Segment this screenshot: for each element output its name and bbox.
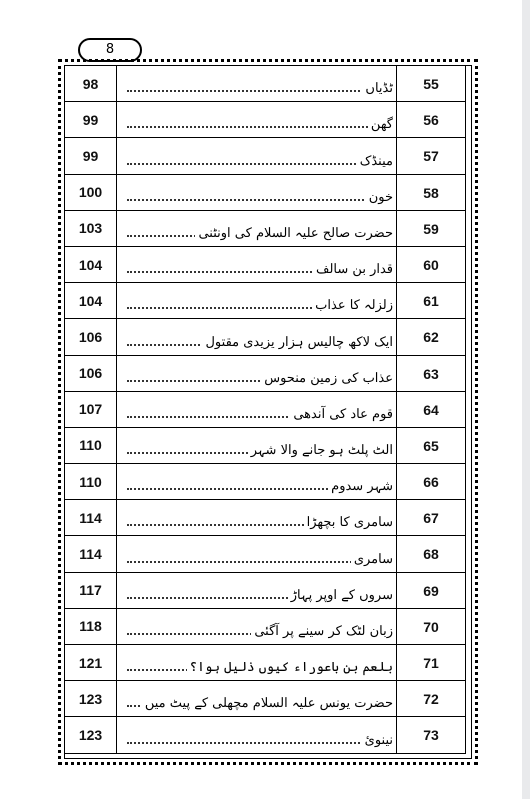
table-row [65,174,466,210]
toc-page-number: 100 [65,174,117,210]
toc-serial-number: 62 [396,319,465,354]
table-row [65,138,466,174]
table-row [65,717,466,753]
table-row [65,283,466,319]
table-row [65,572,466,608]
toc-body [65,66,466,754]
toc-page-number: 103 [65,210,117,246]
toc-entry [117,536,466,572]
toc-serial-number: 63 [396,356,465,391]
table-row [65,319,466,355]
toc-page-number: 123 [65,717,117,753]
dot-leader [127,90,391,92]
toc-entry-title: خون [366,190,393,205]
table-row [65,536,466,572]
toc-serial-number: 68 [396,536,465,571]
toc-serial-number: 56 [396,102,465,137]
table-row [65,246,466,282]
toc-serial-number: 59 [396,211,465,246]
toc-page-number: 117 [65,572,117,608]
toc-entry [117,717,466,753]
dot-leader [127,199,391,201]
dot-leader [127,742,391,744]
toc-page-number: 110 [65,464,117,500]
table-row [65,210,466,246]
toc-entry [117,464,466,500]
toc-entry [117,500,466,536]
table-row [65,427,466,463]
toc-entry-title: قوم عاد کی آندھی [290,407,393,422]
table-row [65,66,466,102]
toc-entry [117,391,466,427]
toc-entry [117,355,466,391]
toc-entry [117,66,466,102]
toc-serial-number: 58 [396,175,465,210]
toc-page-number: 114 [65,536,117,572]
toc-page-number: 121 [65,645,117,681]
toc-serial-number: 72 [396,681,465,716]
toc-serial-number: 57 [396,138,465,173]
toc-page-number: 118 [65,608,117,644]
toc-entry [117,319,466,355]
dot-leader [127,126,391,128]
toc-page-number: 104 [65,246,117,282]
dot-leader [127,163,391,165]
toc-page-number: 114 [65,500,117,536]
toc-entry [117,572,466,608]
table-row [65,102,466,138]
toc-entry-title: سامری [351,552,393,567]
page-number: 8 [78,38,142,62]
toc-serial-number: 61 [396,283,465,318]
toc-entry-title: الٹ پلٹ ہو جانے والا شہر [248,443,393,458]
toc-entry-title: عذاب کی زمین منحوس [261,371,393,386]
toc-serial-number: 73 [396,717,465,752]
toc-serial-number: 66 [396,464,465,499]
toc-page-number: 99 [65,138,117,174]
toc-entry-title: سامری کا بچھڑا [304,515,393,530]
table-row [65,500,466,536]
toc-page-number: 99 [65,102,117,138]
toc-serial-number: 55 [396,66,465,101]
toc-entry [117,246,466,282]
toc-page-number: 106 [65,319,117,355]
toc-entry [117,608,466,644]
table-row [65,645,466,681]
toc-entry-title: نینوئ [362,733,393,748]
toc-entry [117,427,466,463]
toc-serial-number: 67 [396,500,465,535]
table-row [65,464,466,500]
toc-serial-number: 60 [396,247,465,282]
toc-entry-title: حضرت صالح علیہ السلام کی اونٹنی [195,226,393,241]
table-row [65,355,466,391]
toc-page-number: 104 [65,283,117,319]
toc-entry-title: شہر سدوم [328,479,393,494]
toc-page-number: 106 [65,355,117,391]
toc-page-number: 123 [65,681,117,717]
toc-entry-title: مینڈک [357,154,393,169]
toc-serial-number: 65 [396,428,465,463]
toc-entry [117,283,466,319]
toc-serial-number: 64 [396,392,465,427]
toc-entry-title: سروں کے اوپر پہاڑ [288,588,393,603]
toc-page-number: 107 [65,391,117,427]
table-row [65,608,466,644]
toc-entry [117,138,466,174]
toc-entry-title: گھن [368,117,393,132]
toc-serial-number: 71 [396,645,465,680]
toc-entry [117,645,466,681]
toc-page-number: 98 [65,66,117,102]
toc-page-number: 110 [65,427,117,463]
toc-entry [117,681,466,717]
toc-entry-title: ٹڈیاں [362,81,393,96]
toc-entry-title: ایک لاکھ چالیس ہزار یزیدی مقتول [202,335,393,350]
toc-entry-title: زلزلہ کا عذاب [312,298,393,313]
toc-frame [58,59,478,765]
table-row [65,391,466,427]
toc-serial-number: 69 [396,573,465,608]
toc-serial-number: 70 [396,609,465,644]
toc-table [64,65,466,754]
table-row [65,681,466,717]
toc-entry [117,210,466,246]
toc-entry-title: زبان لٹک کر سینے پر آگئی [251,624,393,639]
toc-entry-title: حضرت یونس علیہ السلام مچھلی کے پیٹ میں [142,696,393,711]
toc-entry-title: بلعم بن باعوراء کیوں ذلیل ہوا؟ [187,660,393,675]
toc-entry [117,102,466,138]
toc-entry [117,174,466,210]
toc-entry-title: قدار بن سالف [313,262,393,277]
